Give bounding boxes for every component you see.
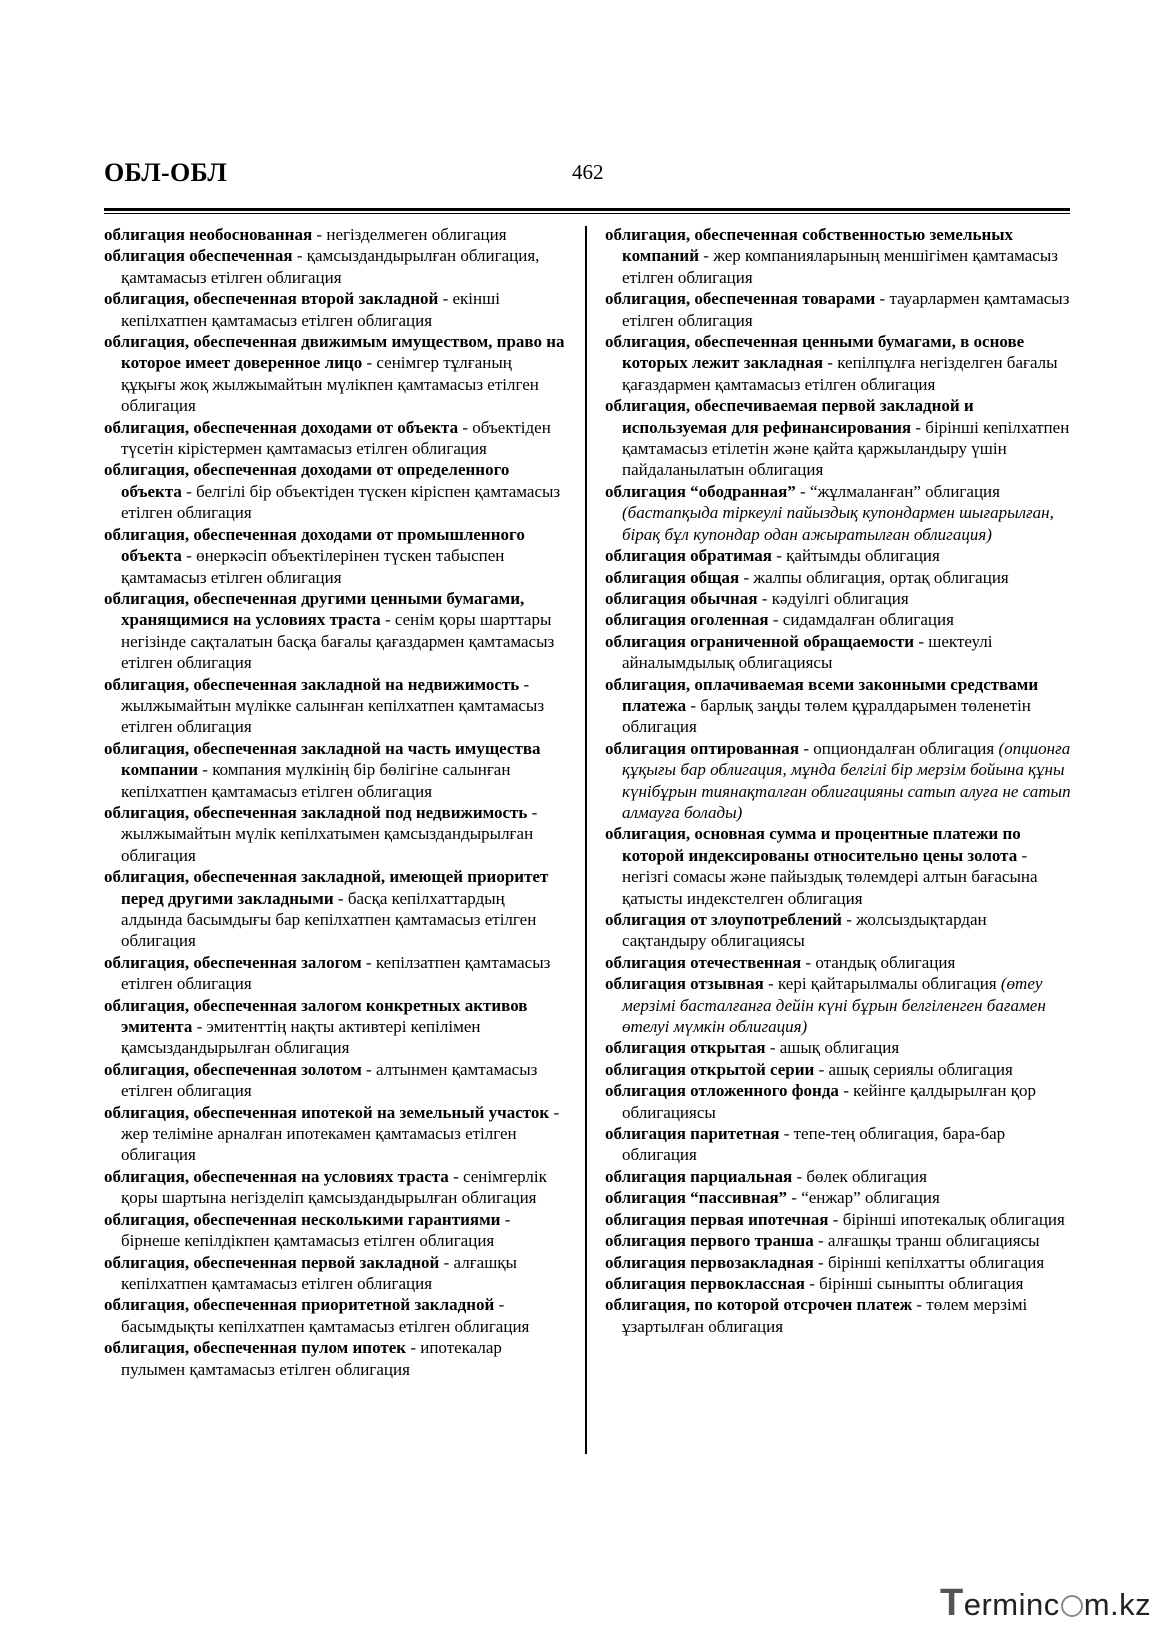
- dictionary-entry: [605, 1123, 1071, 1166]
- entry-translation: екінші кепілхатпен қамтамасыз етілген облигация: [121, 289, 500, 330]
- entry-translation: басымдықты кепілхатпен қамтамасыз етілген облигация: [121, 1316, 530, 1336]
- logo-text-part2: m.kz: [1083, 1587, 1152, 1622]
- dictionary-entry: [605, 1252, 1071, 1273]
- entry-separator: -: [765, 1038, 780, 1058]
- entry-separator: -: [362, 353, 377, 373]
- entry-translation: кепілзатпен қамтамасыз етілген облигация: [121, 952, 551, 994]
- entry-translation: сенімгер тұлғаның құқығы жоқ жылжымайтын мүлікпен қамтамасыз етілген облигация: [121, 353, 539, 416]
- entry-separator: -: [787, 1188, 802, 1208]
- dictionary-entry: [605, 609, 1071, 630]
- entry-separator: -: [292, 246, 307, 266]
- entry-term: облигация оголенная: [605, 610, 769, 630]
- entry-separator: -: [181, 546, 197, 566]
- entry-term: облигация, обеспеченная закладной на недвижимость: [104, 674, 520, 694]
- entry-translation: тепе-тең облигация, бара-бар облигация: [622, 1124, 1006, 1165]
- entry-translation: сенімгерлік қоры шартына негізделіп қамсыздандырылған облигация: [121, 1166, 547, 1208]
- entry-term: облигация обеспеченная: [104, 246, 293, 266]
- entry-term: облигация, обеспеченная залогом конкретных активов эмитента: [104, 995, 528, 1037]
- dictionary-entry: [605, 1187, 1071, 1208]
- dictionary-entry: [605, 481, 1071, 545]
- entry-term: облигация, обеспеченная закладной, имеющей приоритет перед другими закладными: [104, 867, 549, 908]
- dictionary-entry: [605, 952, 1071, 973]
- entry-translation: отандық облигация: [815, 952, 956, 972]
- entry-separator: -: [912, 1295, 927, 1315]
- entry-term: облигация, по которой отсрочен платеж: [605, 1295, 913, 1315]
- logo-letter-t: T: [940, 1582, 964, 1624]
- entry-separator: -: [779, 1124, 794, 1144]
- dictionary-entry: [605, 909, 1071, 952]
- entry-translation: өнеркәсіп объектілерінен түскен табыспен қамтамасыз етілген облигация: [121, 546, 505, 587]
- entry-translation: кепілпұлға негізделген бағалы қағаздармен қамтамасыз етілген облигация: [622, 353, 1058, 394]
- entry-separator: -: [406, 1338, 421, 1358]
- entry-term: облигация отложенного фонда: [605, 1081, 839, 1101]
- entry-translation: қамсыздандырылған облигация, қамтамасыз етілген облигация: [121, 246, 540, 287]
- dictionary-entry: [104, 952, 566, 995]
- entry-note: (бастапқыда тіркеулі пайыздық купондармен шығарылған, бірақ бұл купондар одан ажыратылған облигация): [622, 503, 1054, 544]
- dictionary-entry: [605, 1230, 1071, 1251]
- entry-term: облигация, основная сумма и процентные платежи по которой индексированы относительно цены золота: [605, 824, 1021, 865]
- dictionary-entry: [605, 1166, 1071, 1187]
- entry-term: облигация, обеспеченная другими ценными бумагами, хранящимися на условиях траста: [104, 588, 525, 630]
- entry-separator: -: [439, 1252, 454, 1272]
- entry-separator: -: [312, 225, 327, 244]
- entry-translation: қайтымды облигация: [786, 546, 940, 566]
- entry-translation: сенім қоры шарттары негізінде сақталатын басқа бағалы қағаздармен қамтамасыз етілген облигация: [121, 610, 555, 673]
- entry-translation: бірінші кепілхатты облигация: [827, 1252, 1045, 1272]
- entry-separator: -: [527, 802, 538, 822]
- entry-term: облигация “ободранная”: [605, 481, 796, 501]
- dictionary-entry: [104, 1102, 566, 1166]
- entry-separator: -: [801, 952, 816, 972]
- entry-term: облигация, обеспеченная пулом ипотек: [104, 1338, 407, 1358]
- dictionary-entry: [605, 1080, 1071, 1123]
- entry-separator: -: [813, 1252, 828, 1272]
- entry-translation: бірінші ипотекалық облигация: [842, 1209, 1065, 1229]
- entry-translation: барлық заңды төлем құралдарымен төленетін облигация: [622, 695, 1031, 737]
- entry-separator: -: [763, 974, 778, 994]
- dictionary-entry: [605, 588, 1071, 609]
- column-divider: [585, 226, 587, 1454]
- entry-translation: эмитенттің нақты активтері кепілімен қамсыздандырылған облигация: [121, 1017, 481, 1058]
- entry-separator: -: [1017, 845, 1028, 865]
- dictionary-entry: [104, 524, 566, 588]
- entry-separator: -: [519, 674, 530, 694]
- entry-term: облигация, обеспеченная доходами от промышленного объекта: [104, 524, 525, 566]
- entry-note: (опционға құқығы бар облигация, мұнда белгілі бір мерзім бойына құны күнібұрын тиянақталған облигацияны сатып алуға не сатып алмауға болады): [622, 738, 1071, 822]
- entry-term: облигация, обеспеченная залогом: [104, 952, 362, 972]
- entry-term: облигация первозакладная: [605, 1252, 814, 1272]
- entry-translation: негізгі сомасы және пайыздық төлемдері алтын бағасына қатысты индекстелген облигация: [622, 867, 1038, 908]
- entry-term: облигация оптированная: [605, 738, 800, 758]
- dictionary-entry: [605, 1209, 1071, 1230]
- entry-term: облигация, обеспеченная первой закладной: [104, 1252, 440, 1272]
- header-rule-thin: [104, 213, 1070, 214]
- entry-translation: бірінші сыныпты облигация: [819, 1273, 1024, 1293]
- entry-term: облигация, обеспеченная доходами от определенного объекта: [104, 460, 510, 501]
- dictionary-entry: [104, 802, 566, 866]
- entry-translation: ашық сериялы облигация: [828, 1059, 1013, 1079]
- dictionary-entry: [104, 288, 566, 331]
- entry-term: облигация необоснованная: [104, 225, 313, 244]
- dictionary-entry: [104, 224, 566, 245]
- dictionary-entry: [104, 417, 566, 460]
- dictionary-entry: [104, 245, 566, 288]
- entry-translation: жалпы облигация, ортақ облигация: [753, 567, 1009, 587]
- entry-term: облигация, обеспеченная второй закладной: [104, 289, 439, 309]
- dictionary-entry: [104, 1294, 566, 1337]
- dictionary-entry: [104, 738, 566, 802]
- dictionary-entry: [104, 1166, 566, 1209]
- entry-separator: -: [494, 1295, 505, 1315]
- entry-term: облигация обратимая: [605, 546, 772, 566]
- entry-term: облигация отзывная: [605, 974, 764, 994]
- entry-translation: алғашқы кепілхатпен қамтамасыз етілген облигация: [121, 1252, 517, 1293]
- entry-translation: жер теліміне арналған ипотекамен қамтамасыз етілген облигация: [121, 1124, 517, 1165]
- entry-term: облигация паритетная: [605, 1124, 780, 1144]
- entry-term: облигация, обеспеченная несколькими гарантиями: [104, 1209, 501, 1229]
- entry-translation: кәдуілгі облигация: [771, 588, 909, 608]
- dictionary-entry: [605, 973, 1071, 1037]
- entry-translation: “жұлмаланған” облигация: [809, 481, 1000, 501]
- entry-separator: -: [875, 289, 890, 309]
- entry-term: облигация, обеспеченная золотом: [104, 1059, 362, 1079]
- entry-term: облигация открытая: [605, 1038, 766, 1058]
- entry-separator: -: [911, 417, 926, 437]
- dictionary-entry: [104, 674, 566, 738]
- page-number: 462: [572, 160, 604, 184]
- entry-separator: -: [792, 1166, 807, 1186]
- entry-term: облигация, обеспеченная доходами от объекта: [104, 417, 459, 437]
- entry-term: облигация первого транша: [605, 1231, 814, 1251]
- entry-term: облигация, обеспеченная закладной на часть имущества компании: [104, 738, 541, 780]
- entry-translation: бірінші кепілхатпен қамтамасыз етілетін және қайта қаржыландыру үшін пайдаланылатын облигация: [622, 417, 1070, 480]
- left-column: [104, 224, 566, 1380]
- entry-term: облигация, обеспеченная ипотекой на земельный участок: [104, 1102, 550, 1122]
- dictionary-entry: [104, 995, 566, 1059]
- entry-term: облигация ограниченной обращаемости: [605, 631, 915, 651]
- entry-translation: алтынмен қамтамасыз етілген облигация: [121, 1059, 538, 1101]
- entry-term: облигация, оплачиваемая всеми законными средствами платежа: [605, 674, 1039, 715]
- entry-separator: -: [838, 1081, 854, 1101]
- entry-separator: -: [361, 1059, 376, 1079]
- entry-separator: -: [686, 695, 701, 715]
- entry-separator: -: [198, 760, 213, 780]
- termincom-logo: [940, 1582, 1151, 1625]
- entry-translation: “енжар” облигация: [801, 1188, 940, 1208]
- entry-separator: -: [772, 546, 787, 566]
- entry-separator: -: [804, 1273, 820, 1293]
- entry-translation: алғашқы транш облигациясы: [827, 1231, 1040, 1251]
- entry-translation: жолсыздықтардан сақтандыру облигациясы: [622, 910, 987, 951]
- entry-term: облигация первая ипотечная: [605, 1209, 829, 1229]
- entry-separator: -: [828, 1209, 843, 1229]
- entry-translation: жылжымайтын мүлікке салынған кепілхатпен қамтамасыз етілген облигация: [121, 695, 545, 737]
- entry-translation: кері қайтарылмалы облигация: [777, 974, 997, 994]
- entry-separator: -: [768, 610, 783, 630]
- dictionary-entry: [605, 224, 1071, 288]
- entry-term: облигация, обеспеченная движимым имуществом, право на которое имеет доверенное лицо: [104, 332, 565, 373]
- entry-term: облигация, обеспеченная товарами: [605, 289, 876, 309]
- entry-separator: -: [380, 610, 395, 630]
- entry-translation: бөлек облигация: [806, 1166, 927, 1186]
- dictionary-entry: [605, 1059, 1071, 1080]
- entry-separator: -: [192, 1017, 207, 1037]
- entry-translation: ашық облигация: [779, 1038, 900, 1058]
- entry-translation: негізделмеген облигация: [326, 225, 507, 244]
- dictionary-entry: [104, 331, 566, 417]
- dictionary-entry: [605, 288, 1071, 331]
- entry-term: облигация первоклассная: [605, 1273, 805, 1293]
- entry-translation: жылжымайтын мүлік кепілхатымен қамсыздандырылған облигация: [121, 824, 534, 865]
- dictionary-entry: [605, 331, 1071, 395]
- entry-term: облигация “пассивная”: [605, 1188, 788, 1208]
- entry-translation: төлем мерзімі ұзартылған облигация: [622, 1295, 1028, 1336]
- dictionary-entry: [605, 1037, 1071, 1058]
- dictionary-entry: [104, 1209, 566, 1252]
- entry-separator: -: [181, 481, 197, 501]
- entry-separator: -: [458, 417, 473, 437]
- entry-separator: -: [795, 481, 810, 501]
- logo-text-part1: erminc: [963, 1587, 1060, 1622]
- entry-term: облигация, обеспеченная собственностью земельных компаний: [605, 225, 1014, 266]
- entry-separator: -: [914, 631, 929, 651]
- entry-translation: кейінге қалдырылған қор облигациясы: [622, 1081, 1036, 1122]
- entry-note: (өтеу мерзімі басталғанға дейін күні бұрын белгіленген бағамен өтелуі мүмкін облигация): [622, 974, 1046, 1037]
- entry-translation: опциондалған облигация: [813, 738, 995, 758]
- entry-separator: -: [841, 910, 857, 929]
- entry-translation: тауарлармен қамтамасыз етілген облигация: [622, 289, 1070, 330]
- entry-term: облигация отечественная: [605, 952, 802, 972]
- right-column: [605, 224, 1071, 1337]
- entry-separator: -: [333, 888, 348, 908]
- entry-term: облигация парциальная: [605, 1166, 793, 1186]
- entry-term: облигация обычная: [605, 588, 758, 608]
- entry-term: облигация общая: [605, 567, 740, 587]
- entry-translation: жер компанияларының меншігімен қамтамасыз етілген облигация: [622, 246, 1058, 287]
- entry-translation: объектіден түсетін кірістермен қамтамасыз етілген облигация: [121, 417, 551, 459]
- dictionary-entry: [605, 567, 1071, 588]
- entry-translation: шектеулі айналымдылық облигациясы: [622, 631, 993, 673]
- entry-separator: -: [438, 289, 453, 309]
- entry-separator: -: [799, 738, 814, 758]
- dictionary-entry: [104, 866, 566, 952]
- entry-translation: ипотекалар пулымен қамтамасыз етілген облигация: [121, 1338, 502, 1379]
- entry-term: облигация, обеспеченная приоритетной закладной: [104, 1295, 495, 1315]
- dictionary-entry: [605, 631, 1071, 674]
- entry-separator: -: [699, 246, 714, 266]
- dictionary-entry: [605, 823, 1071, 909]
- dictionary-entry: [104, 459, 566, 523]
- header-rule: [104, 208, 1070, 211]
- dictionary-entry: [605, 1294, 1071, 1337]
- entry-separator: -: [814, 1059, 829, 1079]
- entry-separator: -: [448, 1166, 463, 1186]
- entry-term: облигация, обеспеченная ценными бумагами, в основе которых лежит закладная: [605, 332, 1025, 373]
- dictionary-entry: [605, 738, 1071, 824]
- entry-separator: -: [500, 1209, 511, 1229]
- dictionary-entry: [605, 1273, 1071, 1294]
- entry-translation: басқа кепілхаттардың алдында басымдығы бар кепілхатпен қамтамасыз етілген облигация: [121, 888, 537, 951]
- entry-separator: -: [813, 1231, 828, 1251]
- dictionary-entry: [104, 1252, 566, 1295]
- entry-translation: сидамдалған облигация: [782, 610, 954, 630]
- dictionary-entry: [104, 1337, 566, 1380]
- entry-separator: -: [361, 952, 376, 972]
- entry-separator: -: [739, 567, 754, 587]
- entry-translation: белгілі бір объектіден түскен кіріспен қамтамасыз етілген облигация: [121, 481, 561, 523]
- dictionary-entry: [104, 588, 566, 674]
- entry-translation: бірнеше кепілдікпен қамтамасыз етілген облигация: [121, 1231, 495, 1251]
- entry-translation: компания мүлкінің бір бөлігіне салынған кепілхатпен қамтамасыз етілген облигация: [121, 760, 511, 801]
- entry-term: облигация открытой серии: [605, 1059, 815, 1079]
- entry-separator: -: [823, 353, 838, 373]
- entry-separator: -: [757, 588, 772, 608]
- entry-term: облигация от злоупотреблений: [605, 910, 842, 929]
- entry-term: облигация, обеспечиваемая первой закладной и используемая для рефинансирования: [605, 396, 974, 437]
- dictionary-entry: [104, 1059, 566, 1102]
- page-header-title: ОБЛ-ОБЛ: [104, 158, 228, 187]
- entry-separator: -: [549, 1102, 560, 1122]
- logo-circle-icon: [1061, 1595, 1083, 1617]
- dictionary-entry: [605, 674, 1071, 738]
- dictionary-entry: [605, 545, 1071, 566]
- entry-term: облигация, обеспеченная закладной под недвижимость: [104, 802, 528, 822]
- dictionary-entry: [605, 395, 1071, 481]
- entry-term: облигация, обеспеченная на условиях траста: [104, 1166, 449, 1186]
